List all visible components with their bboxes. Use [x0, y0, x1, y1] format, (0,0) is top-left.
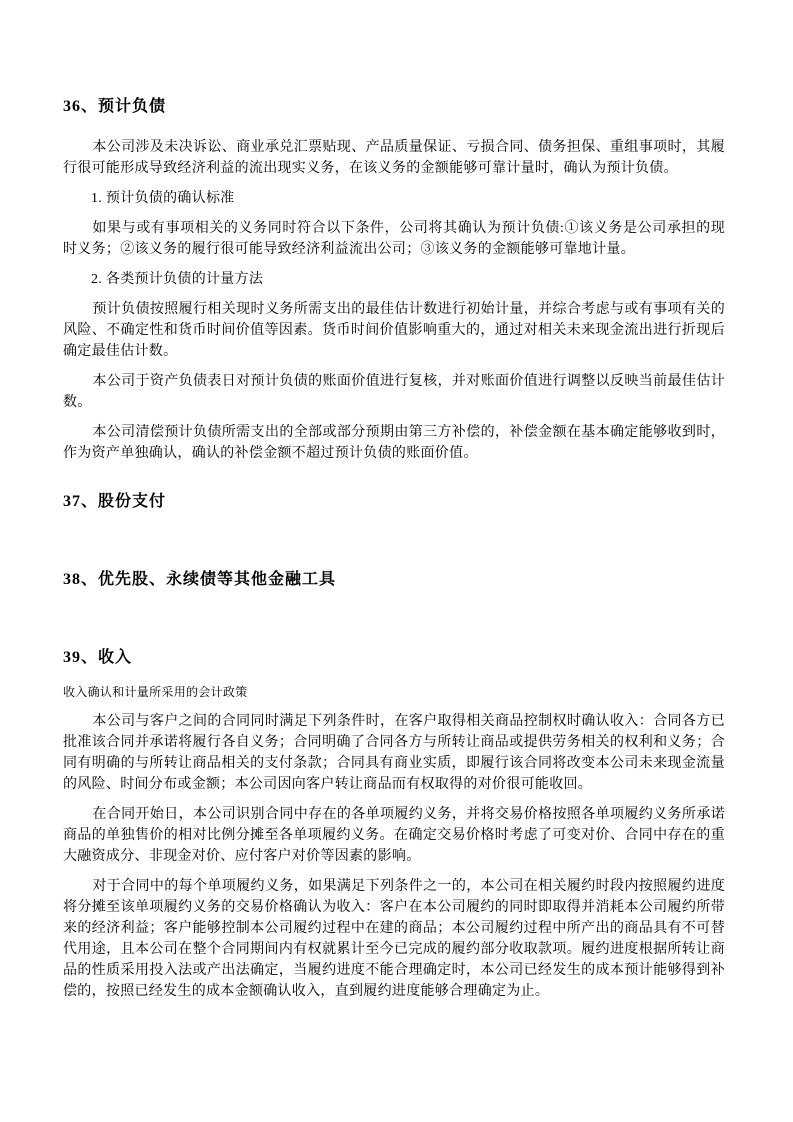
paragraph-third-party-compensation: 本公司清偿预计负债所需支出的全部或部分预期由第三方补偿的，补偿金额在基本确定能够收到时，作为资产单独确认，确认的补偿金额不超过预计负债的账面价值。	[63, 425, 725, 461]
revenue-policy-subtitle: 收入确认和计量所采用的会计政策	[63, 685, 248, 699]
paragraph-balance-sheet-review: 本公司于资产负债表日对预计负债的账面价值进行复核，并对账面价值进行调整以反映当前最佳估计数。	[63, 374, 725, 410]
paragraph-estimated-liabilities-intro: 本公司涉及未决诉讼、商业承兑汇票贴现、产品质量保证、亏损合同、债务担保、重组事项时，其履行很可能形成导致经济利益的流出现实义务，在该义务的金额能够可靠计量时，确认为预计负债。	[63, 140, 725, 176]
paragraph-revenue-recognition-conditions: 本公司与客户之间的合同同时满足下列条件时，在客户取得相关商品控制权时确认收入：合同各方已批准该合同并承诺将履行各自义务；合同明确了合同各方与所转让商品或提供劳务相关的权利和义务；合同有明确的与所转让商品相关的支付条款；合同具有商业实质，即履行该合同将改变本公司未来现金流量的风险、时间分布或金额；本公司因向客户转让商品而有权取得的对价很可能收回。	[63, 714, 725, 792]
section-heading-39-revenue: 39、收入	[63, 649, 133, 666]
section-heading-36-estimated-liabilities: 36、预计负债	[63, 98, 167, 115]
section-heading-37-share-based-payment: 37、股份支付	[63, 493, 167, 510]
paragraph-transaction-price-allocation: 在合同开始日，本公司识别合同中存在的各单项履约义务，并将交易价格按照各单项履约义务所承诺商品的单独售价的相对比例分摊至各单项履约义务。在确定交易价格时考虑了可变对价、合同中存在的重大融资成分、非现金对价、应付客户对价等因素的影响。	[63, 807, 725, 864]
paragraph-performance-obligation-over-time: 对于合同中的每个单项履约义务，如果满足下列条件之一的，本公司在相关履约时段内按照履约进度将分摊至该单项履约义务的交易价格确认为收入：客户在本公司履约的同时即取得并消耗本公司履约所带来的经济利益；客户能够控制本公司履约过程中在建的商品；本公司履约过程中所产出的商品具有不可替代用途，且本公司在整个合同期间内有权就累计至今已完成的履约部分收取款项。履约进度根据所转让商品的性质采用投入法或产出法确定，当履约进度不能合理确定时，本公司已经发生的成本预计能够得到补偿的，按照已经发生的成本金额确认收入，直到履约进度能够合理确定为止。	[63, 879, 725, 999]
section-heading-38-preferred-shares-perpetual-bonds: 38、优先股、永续债等其他金融工具	[63, 571, 337, 588]
numbered-item-measurement-methods: 2. 各类预计负债的计量方法	[91, 272, 264, 287]
numbered-item-recognition-criteria: 1. 预计负债的确认标准	[91, 191, 235, 206]
paragraph-initial-measurement: 预计负债按照履行相关现时义务所需支出的最佳估计数进行初始计量，并综合考虑与或有事项有关的风险、不确定性和货币时间价值等因素。货币时间价值影响重大的，通过对相关未来现金流出进行折现后确定最佳估计数。	[63, 302, 725, 359]
paragraph-recognition-conditions: 如果与或有事项相关的义务同时符合以下条件，公司将其确认为预计负债:①该义务是公司承担的现时义务；②该义务的履行很可能导致经济利益流出公司；③该义务的金额能够可靠地计量。	[63, 221, 725, 257]
